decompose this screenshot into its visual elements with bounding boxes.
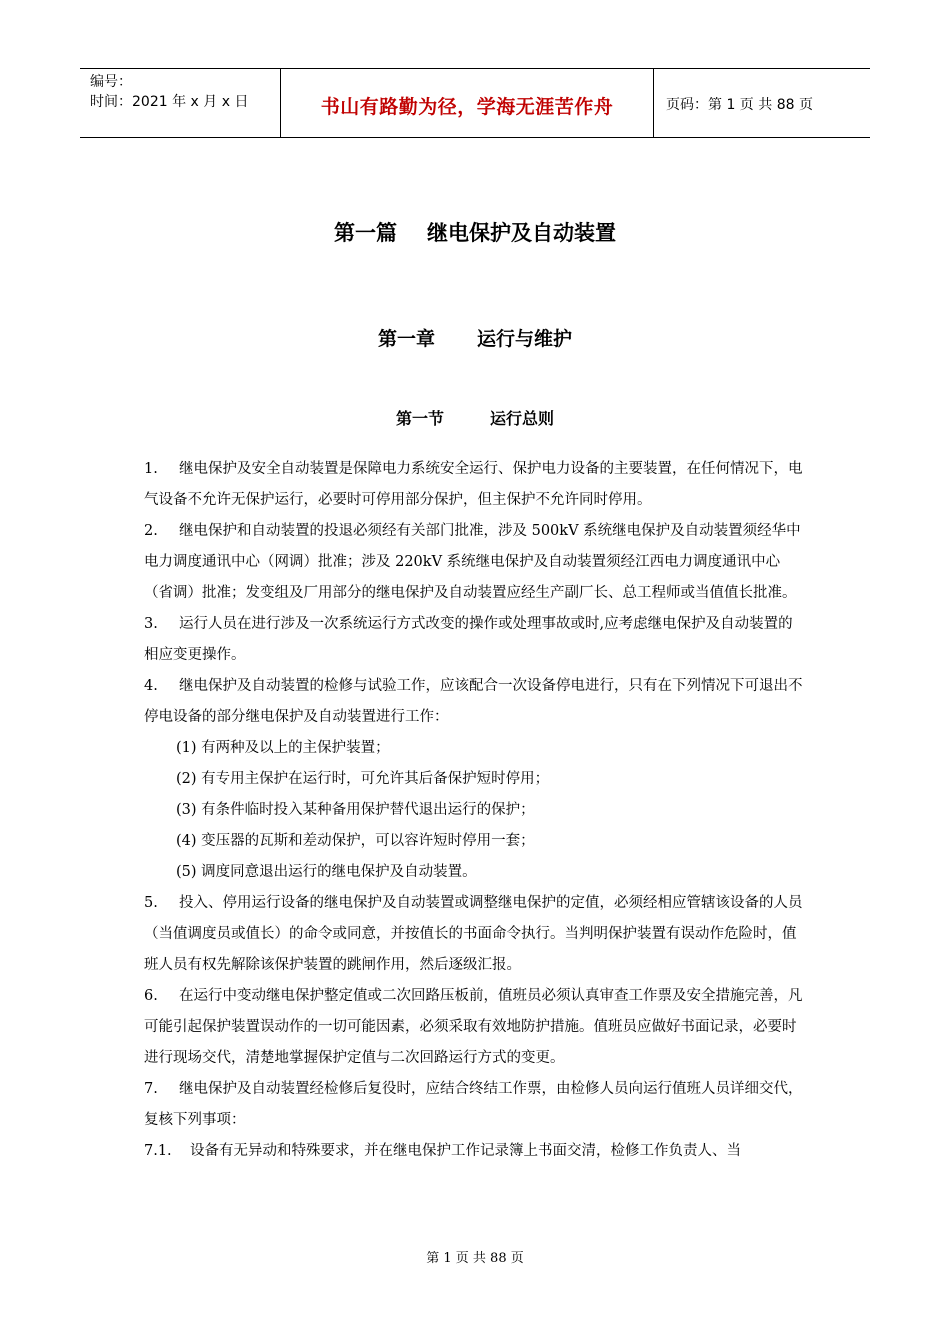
header-meta-cell — [80, 69, 281, 137]
list-item: (2) 有专用主保护在运行时，可允许其后备保护短时停用； — [176, 771, 550, 787]
paragraph: 1. 继电保护及安全自动装置是保障电力系统安全运行、保护电力设备的主要装置，在任何情况下，电气设备不允许无保护运行，必要时可停用部分保护，但主保护不允许同时停用。 — [144, 461, 803, 508]
header-motto: 书山有路勤为径，学海无涯苦作舟 — [320, 95, 614, 118]
document-number-label: 编号： — [90, 74, 132, 90]
section-title — [0, 406, 950, 429]
paragraph: 2. 继电保护和自动装置的投退必须经有关部门批准，涉及 500kV 系统继电保护及自动装置须经华中电力调度通讯中心（网调）批准；涉及 220kV 系统继电保护及自动装置须经江西电力调度通讯中心（省调）批准；发变组及厂用部分的继电保护及自动装置应经生产副厂长、总工程师或当值值长批准。 — [144, 523, 801, 601]
chapter-number: 第一章 — [377, 328, 435, 350]
paragraph: 6. 在运行中变动继电保护整定值或二次回路压板前，值班员必须认真审查工作票及安全措施完善，凡可能引起保护装置误动作的一切可能因素，必须采取有效地防护措施。值班员应做好书面记录，必要时进行现场交代，清楚地掌握保护定值与二次回路运行方式的变更。 — [144, 988, 803, 1066]
paragraph: 3. 运行人员在进行涉及一次系统运行方式改变的操作或处理事故或时,应考虑继电保护及自动装置的相应变更操作。 — [144, 616, 793, 663]
chapter-name: 运行与维护 — [477, 328, 573, 350]
part-title — [0, 217, 950, 247]
section-name: 运行总则 — [490, 409, 555, 428]
document-time-label: 时间：2021 年 x 月 x 日 — [90, 94, 249, 110]
header-page-cell — [654, 69, 870, 137]
list-item: (4) 变压器的瓦斯和差动保护，可以容许短时停用一套； — [176, 833, 535, 849]
paragraph: 7. 继电保护及自动装置经检修后复役时，应结合终结工作票，由检修人员向运行值班人员详细交代，复核下列事项： — [144, 1081, 803, 1128]
section-number: 第一节 — [395, 409, 444, 428]
paragraph: 7.1. 设备有无异动和特殊要求，并在继电保护工作记录簿上书面交清，检修工作负责人、当 — [144, 1143, 741, 1159]
part-number: 第一篇 — [334, 221, 397, 245]
page-header — [80, 68, 870, 138]
header-motto-cell — [281, 69, 654, 137]
page-footer: 第 1 页 共 88 页 — [426, 1251, 524, 1266]
paragraph: 4. 继电保护及自动装置的检修与试验工作，应该配合一次设备停电进行，只有在下列情况下可退出不停电设备的部分继电保护及自动装置进行工作： — [144, 678, 803, 725]
list-item: (5) 调度同意退出运行的继电保护及自动装置。 — [176, 864, 477, 880]
paragraph: 5. 投入、停用运行设备的继电保护及自动装置或调整继电保护的定值，必须经相应管辖该设备的人员（当值调度员或值长）的命令或同意，并按值长的书面命令执行。当判明保护装置有误动作危险时，值班人员有权先解除该保护装置的跳闸作用，然后逐级汇报。 — [144, 895, 803, 973]
chapter-title — [0, 324, 950, 351]
part-name: 继电保护及自动装置 — [427, 221, 616, 245]
body-text — [144, 454, 806, 1167]
list-item: (3) 有条件临时投入某种备用保护替代退出运行的保护； — [176, 802, 535, 818]
header-page-info: 页码：第 1 页 共 88 页 — [666, 97, 813, 113]
list-item: (1) 有两种及以上的主保护装置； — [176, 740, 390, 756]
